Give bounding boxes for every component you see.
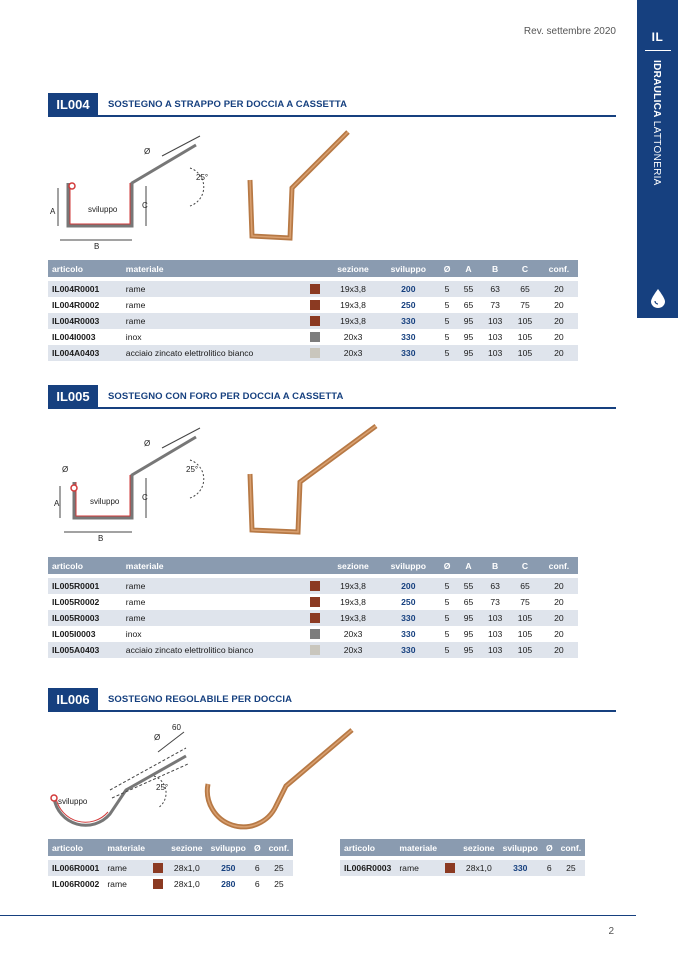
col-a: A <box>457 557 480 574</box>
col-a: A <box>457 260 480 277</box>
cell-sezione: 28x1,0 <box>167 860 207 876</box>
material-color-swatch <box>310 348 320 358</box>
cell-sviluppo: 330 <box>401 629 416 639</box>
cell-materiale: acciaio zincato elettrolitico bianco <box>122 345 303 361</box>
dim-label-sviluppo: sviluppo <box>90 497 120 506</box>
dim-label-sixty: 60 <box>172 723 181 732</box>
col-articolo: articolo <box>48 839 103 856</box>
cell-sezione: 19x3,8 <box>327 313 380 329</box>
cell-dia: 6 <box>542 860 557 876</box>
dim-label-dia: Ø <box>154 733 161 742</box>
section-header-il004 <box>48 93 616 117</box>
cell-conf: 20 <box>540 313 578 329</box>
col-swatch <box>149 839 167 856</box>
cell-a: 95 <box>457 642 480 658</box>
category-label: IDRAULICA LATTONERIA <box>651 60 662 186</box>
cell-dia: 5 <box>444 629 450 639</box>
cell-c: 65 <box>510 281 540 297</box>
table-row <box>48 345 578 361</box>
cell-conf: 20 <box>540 578 578 594</box>
cell-c: 65 <box>510 578 540 594</box>
cell-sezione: 20x3 <box>343 629 363 639</box>
table-row <box>48 626 578 642</box>
cell-a: 65 <box>463 597 474 607</box>
col-materiale: materiale <box>122 260 303 277</box>
dim-label-dia: Ø <box>144 147 151 156</box>
section-code: IL006 <box>48 688 98 712</box>
cell-c: 105 <box>510 345 540 361</box>
cell-articolo: IL005I0003 <box>52 629 96 639</box>
technical-drawing-il004 <box>50 128 220 250</box>
cell-dia: 5 <box>437 610 457 626</box>
cell-dia: 5 <box>444 332 450 342</box>
cell-c: 105 <box>510 642 540 658</box>
cell-materiale: rame <box>122 610 303 626</box>
cell-b: 103 <box>480 610 510 626</box>
material-color-swatch <box>310 284 320 294</box>
technical-drawing-il005 <box>50 420 220 542</box>
cell-dia: 5 <box>437 281 457 297</box>
cell-a: 65 <box>463 300 474 310</box>
cell-dia: 5 <box>437 642 457 658</box>
cell-conf: 25 <box>274 879 284 889</box>
cell-a: 95 <box>457 345 480 361</box>
dim-label-b: B <box>98 534 104 542</box>
cell-a: 55 <box>457 281 480 297</box>
material-color-swatch <box>310 613 320 623</box>
product-photo-il005 <box>244 422 384 540</box>
product-table-il005 <box>48 557 578 658</box>
cell-conf: 20 <box>554 597 564 607</box>
col-conf: conf. <box>265 839 294 856</box>
col-dia: Ø <box>250 839 265 856</box>
table-row <box>48 281 578 297</box>
dim-label-angle: 25° <box>156 783 169 792</box>
product-table-il006-left <box>48 839 293 892</box>
col-sezione: sezione <box>327 557 380 574</box>
material-color-swatch <box>153 863 163 873</box>
col-sezione: sezione <box>167 839 207 856</box>
cell-sviluppo: 330 <box>379 345 437 361</box>
col-sezione: sezione <box>459 839 499 856</box>
cell-c: 75 <box>520 300 530 310</box>
material-color-swatch <box>310 332 320 342</box>
cell-b: 73 <box>490 597 500 607</box>
col-dia: Ø <box>437 260 457 277</box>
cell-articolo: IL006R0002 <box>52 879 100 889</box>
cell-a: 55 <box>457 578 480 594</box>
dim-label-dia: Ø <box>144 439 151 448</box>
cell-materiale: rame <box>122 281 303 297</box>
dim-label-angle: 25° <box>196 173 209 182</box>
cell-articolo: IL005R0003 <box>48 610 122 626</box>
material-color-swatch <box>310 597 320 607</box>
cell-sviluppo: 330 <box>379 610 437 626</box>
table-row <box>48 313 578 329</box>
cell-dia: 6 <box>254 879 260 889</box>
table-row <box>48 642 578 658</box>
cell-dia: 5 <box>437 345 457 361</box>
col-dia: Ø <box>542 839 557 856</box>
cell-sviluppo: 330 <box>401 332 416 342</box>
cell-materiale: rame <box>103 860 149 876</box>
cell-b: 103 <box>487 332 503 342</box>
cell-sviluppo: 200 <box>379 281 437 297</box>
cell-articolo: IL006R0001 <box>48 860 103 876</box>
cell-articolo: IL004R0003 <box>48 313 122 329</box>
cell-materiale: rame <box>395 860 441 876</box>
table-row <box>48 297 578 313</box>
col-sviluppo: sviluppo <box>379 557 437 574</box>
col-dia: Ø <box>437 557 457 574</box>
material-color-swatch <box>310 316 320 326</box>
cell-b: 63 <box>480 578 510 594</box>
col-materiale: materiale <box>103 839 149 856</box>
dim-label-angle: 25° <box>186 465 199 474</box>
cell-conf: 20 <box>540 642 578 658</box>
dim-label-c: C <box>142 493 148 502</box>
cell-sviluppo: 250 <box>401 300 416 310</box>
product-photo-il006 <box>196 724 358 834</box>
cell-materiale: inox <box>125 332 142 342</box>
cell-sezione: 28x1,0 <box>173 879 200 889</box>
dim-label-a: A <box>54 499 60 508</box>
cell-dia: 5 <box>437 578 457 594</box>
cell-c: 105 <box>510 610 540 626</box>
cell-sezione: 28x1,0 <box>459 860 499 876</box>
section-title: SOSTEGNO REGOLABILE PER DOCCIA <box>108 694 293 705</box>
cell-articolo: IL004I0003 <box>52 332 96 342</box>
cell-conf: 25 <box>557 860 586 876</box>
col-articolo: articolo <box>48 557 122 574</box>
col-c: C <box>510 260 540 277</box>
cell-c: 105 <box>510 313 540 329</box>
cell-b: 103 <box>480 313 510 329</box>
cell-a: 95 <box>463 629 474 639</box>
cell-articolo: IL004R0002 <box>52 300 100 310</box>
revision-date: Rev. settembre 2020 <box>523 26 616 37</box>
cell-articolo: IL005R0001 <box>48 578 122 594</box>
col-sviluppo: sviluppo <box>207 839 250 856</box>
cell-dia: 5 <box>444 597 450 607</box>
cell-a: 95 <box>463 332 474 342</box>
dim-label-sviluppo: sviluppo <box>88 205 118 214</box>
col-conf: conf. <box>557 839 586 856</box>
cell-materiale: inox <box>125 629 142 639</box>
product-table-il006-right <box>340 839 585 876</box>
cell-sviluppo: 330 <box>379 642 437 658</box>
technical-drawing-il006 <box>46 718 196 834</box>
material-color-swatch <box>310 581 320 591</box>
cell-sviluppo: 200 <box>379 578 437 594</box>
page-number: 2 <box>608 926 614 937</box>
cell-articolo: IL004A0403 <box>48 345 122 361</box>
col-articolo: articolo <box>48 260 122 277</box>
cell-articolo: IL004R0001 <box>48 281 122 297</box>
cell-articolo: IL005R0002 <box>52 597 100 607</box>
col-swatch <box>303 557 327 574</box>
cell-dia: 6 <box>250 860 265 876</box>
section-header-il006 <box>48 688 616 712</box>
water-drop-icon <box>650 288 666 308</box>
cell-conf: 20 <box>554 300 564 310</box>
footer-divider <box>0 915 636 916</box>
table-row <box>48 860 293 876</box>
table-row <box>48 594 578 610</box>
cell-conf: 20 <box>540 281 578 297</box>
product-table-il004 <box>48 260 578 361</box>
col-c: C <box>510 557 540 574</box>
section-code: IL004 <box>48 93 98 117</box>
cell-sezione: 19x3,8 <box>327 578 380 594</box>
cell-b: 63 <box>480 281 510 297</box>
cell-c: 75 <box>520 597 530 607</box>
col-conf: conf. <box>540 260 578 277</box>
cell-materiale: rame <box>125 300 146 310</box>
section-title: SOSTEGNO A STRAPPO PER DOCCIA A CASSETTA <box>108 99 348 110</box>
cell-sviluppo: 280 <box>221 879 236 889</box>
col-materiale: materiale <box>395 839 441 856</box>
cell-sezione: 19x3,8 <box>340 300 366 310</box>
dim-label-a: A <box>50 207 56 216</box>
cell-sezione: 19x3,8 <box>327 281 380 297</box>
table-row <box>48 329 578 345</box>
cell-b: 103 <box>480 345 510 361</box>
col-sviluppo: sviluppo <box>379 260 437 277</box>
cell-materiale: rame <box>125 597 146 607</box>
cell-articolo: IL005A0403 <box>48 642 122 658</box>
cell-sviluppo: 330 <box>499 860 542 876</box>
material-color-swatch <box>310 300 320 310</box>
cell-sviluppo: 250 <box>401 597 416 607</box>
cell-articolo: IL006R0003 <box>340 860 395 876</box>
cell-sezione: 20x3 <box>327 642 380 658</box>
material-color-swatch <box>153 879 163 889</box>
col-conf: conf. <box>540 557 578 574</box>
cell-conf: 20 <box>540 610 578 626</box>
material-color-swatch <box>445 863 455 873</box>
cell-b: 73 <box>490 300 500 310</box>
product-photo-il004 <box>244 128 354 246</box>
cell-c: 105 <box>517 629 533 639</box>
table-row <box>48 578 578 594</box>
cell-dia: 5 <box>444 300 450 310</box>
cell-conf: 25 <box>265 860 294 876</box>
cell-dia: 5 <box>437 313 457 329</box>
col-materiale: materiale <box>122 557 303 574</box>
cell-sviluppo: 330 <box>379 313 437 329</box>
category-side-tab[interactable] <box>637 0 678 318</box>
section-title: SOSTEGNO CON FORO PER DOCCIA A CASSETTA <box>108 391 344 402</box>
col-articolo: articolo <box>340 839 395 856</box>
cell-a: 95 <box>457 610 480 626</box>
cell-sezione: 20x3 <box>327 345 380 361</box>
cell-materiale: rame <box>122 313 303 329</box>
col-sviluppo: sviluppo <box>499 839 542 856</box>
dim-label-hole-dia: Ø <box>62 465 69 474</box>
tab-divider <box>645 50 671 51</box>
cell-c: 105 <box>517 332 533 342</box>
col-b: B <box>480 260 510 277</box>
dim-label-b: B <box>94 242 100 250</box>
table-row <box>48 610 578 626</box>
col-b: B <box>480 557 510 574</box>
col-swatch <box>303 260 327 277</box>
col-swatch <box>441 839 459 856</box>
cell-conf: 20 <box>540 345 578 361</box>
cell-sezione: 19x3,8 <box>340 597 366 607</box>
col-sezione: sezione <box>327 260 380 277</box>
cell-sviluppo: 250 <box>207 860 250 876</box>
category-code: IL <box>651 30 664 44</box>
material-color-swatch <box>310 645 320 655</box>
cell-conf: 20 <box>554 629 564 639</box>
section-code: IL005 <box>48 385 98 409</box>
cell-materiale: rame <box>122 578 303 594</box>
cell-sezione: 20x3 <box>343 332 363 342</box>
cell-conf: 20 <box>554 332 564 342</box>
section-header-il005 <box>48 385 616 409</box>
dim-label-c: C <box>142 201 148 210</box>
cell-materiale: acciaio zincato elettrolitico bianco <box>122 642 303 658</box>
cell-b: 103 <box>480 642 510 658</box>
cell-b: 103 <box>487 629 503 639</box>
table-row <box>340 860 585 876</box>
table-row <box>48 876 293 892</box>
cell-materiale: rame <box>107 879 127 889</box>
cell-a: 95 <box>457 313 480 329</box>
dim-label-sviluppo: sviluppo <box>58 797 88 806</box>
cell-sezione: 19x3,8 <box>327 610 380 626</box>
material-color-swatch <box>310 629 320 639</box>
